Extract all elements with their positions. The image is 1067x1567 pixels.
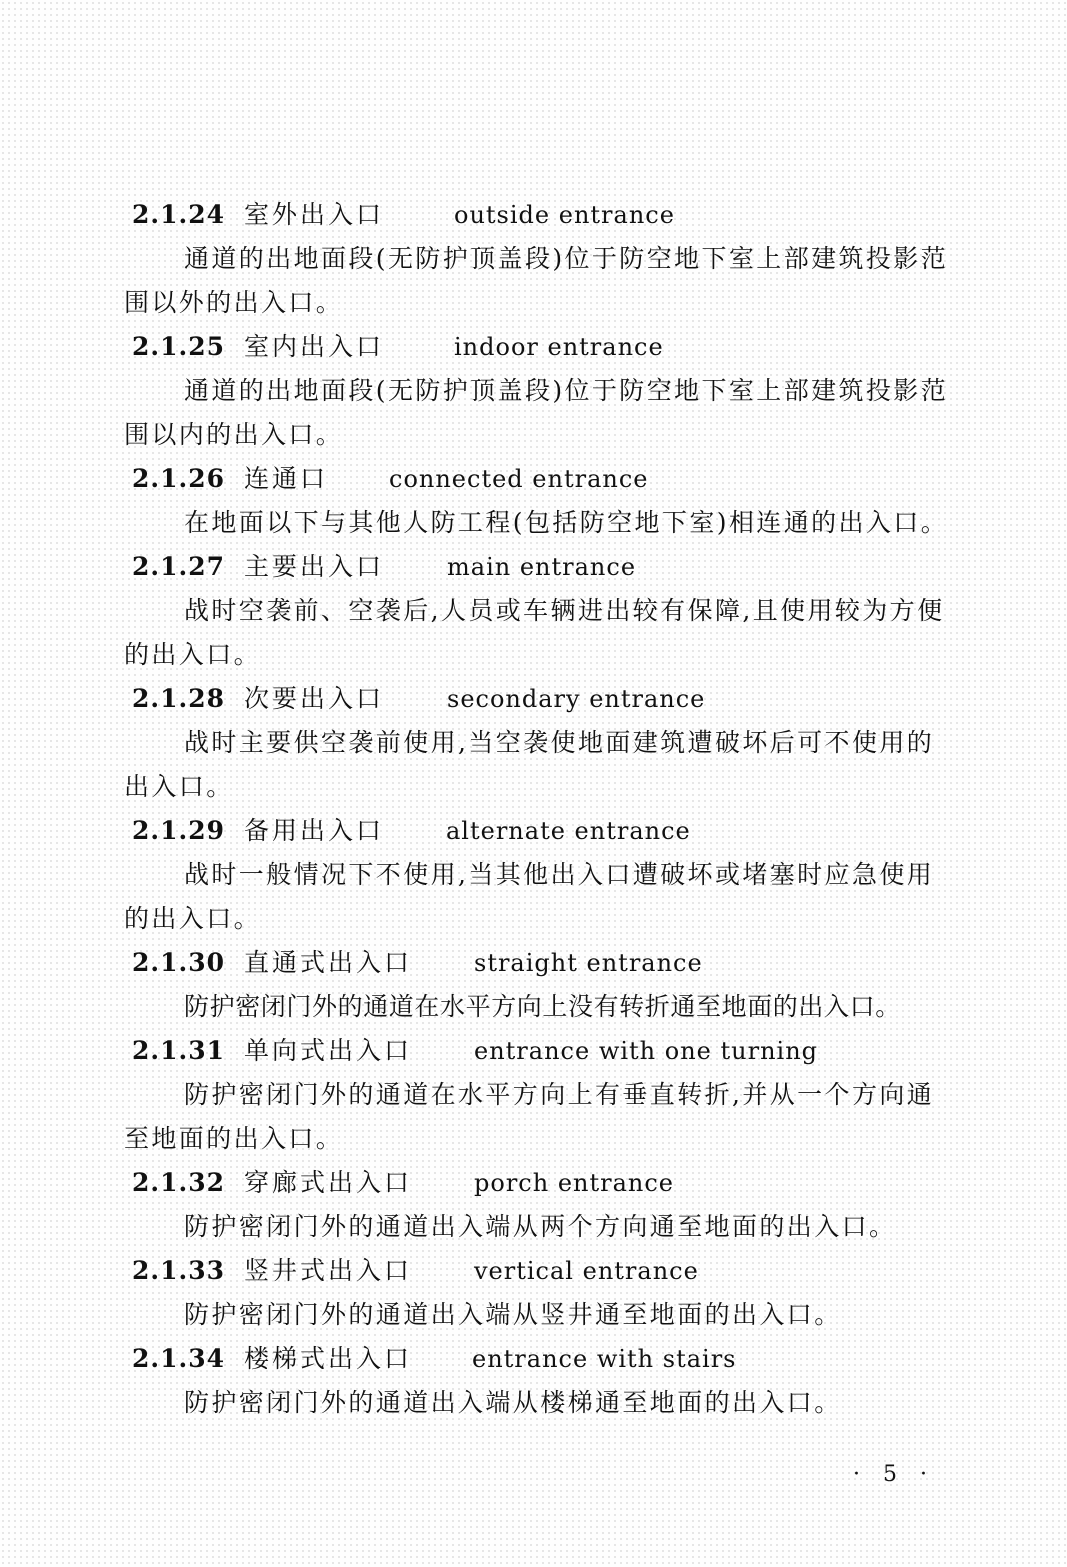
page-number: · 5 · xyxy=(853,1462,935,1487)
term-chinese: 楼梯式出入口 xyxy=(244,1344,413,1373)
term-entry xyxy=(124,1337,954,1425)
term-english: porch entrance xyxy=(474,1169,674,1197)
term-definition: 战时一般情况下不使用,当其他出入口遭破坏或堵塞时应急使用的出入口。 xyxy=(124,860,935,933)
term-heading xyxy=(124,193,954,237)
term-heading xyxy=(124,325,954,369)
term-number: 2.1.34 xyxy=(132,1344,225,1373)
term-chinese: 备用出入口 xyxy=(244,816,385,845)
term-heading xyxy=(124,1249,954,1293)
term-entry xyxy=(124,193,954,325)
term-definition: 防护密闭门外的通道出入端从竖井通至地面的出入口。 xyxy=(184,1300,842,1329)
term-definition: 战时空袭前、空袭后,人员或车辆进出较有保障,且使用较为方便的出入口。 xyxy=(124,596,945,669)
term-heading xyxy=(124,1161,954,1205)
term-entry xyxy=(124,457,954,545)
term-entry xyxy=(124,1161,954,1249)
term-entry xyxy=(124,545,954,677)
term-heading xyxy=(124,1029,954,1073)
term-definition: 防护密闭门外的通道出入端从楼梯通至地面的出入口。 xyxy=(184,1388,842,1417)
term-english: straight entrance xyxy=(474,949,703,977)
term-definition: 防护密闭门外的通道在水平方向上有垂直转折,并从一个方向通至地面的出入口。 xyxy=(124,1080,935,1153)
term-number: 2.1.28 xyxy=(132,684,225,713)
term-chinese: 直通式出入口 xyxy=(244,948,413,977)
term-chinese: 主要出入口 xyxy=(244,552,385,581)
term-english: indoor entrance xyxy=(454,333,664,361)
term-english: vertical entrance xyxy=(474,1257,699,1285)
term-chinese: 室内出入口 xyxy=(244,332,385,361)
term-heading xyxy=(124,1337,954,1381)
term-english: connected entrance xyxy=(389,465,649,493)
term-entry xyxy=(124,1029,954,1161)
term-entry xyxy=(124,677,954,809)
term-english: alternate entrance xyxy=(446,817,691,845)
term-number: 2.1.25 xyxy=(132,332,225,361)
term-definition: 通道的出地面段(无防护顶盖段)位于防空地下室上部建筑投影范围以内的出入口。 xyxy=(124,376,949,449)
term-definition: 防护密闭门外的通道出入端从两个方向通至地面的出入口。 xyxy=(184,1212,897,1241)
term-english: main entrance xyxy=(447,553,637,581)
term-heading xyxy=(124,809,954,853)
term-heading xyxy=(124,545,954,589)
term-chinese: 连通口 xyxy=(244,464,329,493)
term-chinese: 竖井式出入口 xyxy=(244,1256,413,1285)
term-heading xyxy=(124,457,954,501)
term-number: 2.1.32 xyxy=(132,1168,225,1197)
term-entry xyxy=(124,941,954,1029)
term-number: 2.1.26 xyxy=(132,464,225,493)
term-number: 2.1.30 xyxy=(132,948,225,977)
term-definition: 在地面以下与其他人防工程(包括防空地下室)相连通的出入口。 xyxy=(184,508,949,537)
term-number: 2.1.24 xyxy=(132,200,225,229)
term-number: 2.1.31 xyxy=(132,1036,225,1065)
term-list xyxy=(124,193,954,1425)
term-number: 2.1.27 xyxy=(132,552,225,581)
term-definition: 防护密闭门外的通道在水平方向上没有转折通至地面的出入口。 xyxy=(184,992,901,1021)
term-chinese: 次要出入口 xyxy=(244,684,385,713)
term-heading xyxy=(124,941,954,985)
term-definition: 通道的出地面段(无防护顶盖段)位于防空地下室上部建筑投影范围以外的出入口。 xyxy=(124,244,949,317)
term-chinese: 单向式出入口 xyxy=(244,1036,413,1065)
term-english: entrance with one turning xyxy=(474,1037,819,1065)
term-chinese: 室外出入口 xyxy=(244,200,385,229)
term-entry xyxy=(124,809,954,941)
term-english: entrance with stairs xyxy=(472,1345,737,1373)
term-number: 2.1.29 xyxy=(132,816,225,845)
term-chinese: 穿廊式出入口 xyxy=(244,1168,413,1197)
term-entry xyxy=(124,325,954,457)
term-heading xyxy=(124,677,954,721)
term-english: secondary entrance xyxy=(447,685,706,713)
term-definition: 战时主要供空袭前使用,当空袭使地面建筑遭破坏后可不使用的出入口。 xyxy=(124,728,935,801)
term-entry xyxy=(124,1249,954,1337)
term-number: 2.1.33 xyxy=(132,1256,225,1285)
term-english: outside entrance xyxy=(454,201,675,229)
